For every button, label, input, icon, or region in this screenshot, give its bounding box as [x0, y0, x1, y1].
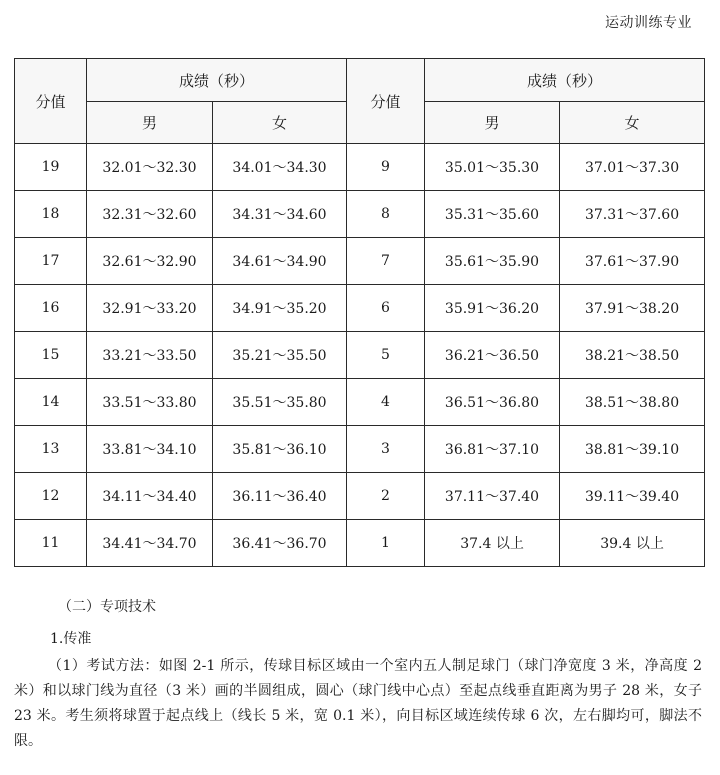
left-male-cell: 32.61～32.90: [87, 238, 213, 285]
table-row: [15, 426, 705, 473]
right-score-cell: 1: [347, 520, 425, 567]
right-female-cell: 38.21～38.50: [560, 332, 705, 379]
right-male-cell: 36.81～37.10: [425, 426, 560, 473]
left-male-cell: 32.91～33.20: [87, 285, 213, 332]
left-score-cell: 11: [15, 520, 87, 567]
right-male-cell: 35.31～35.60: [425, 191, 560, 238]
left-score-cell: 12: [15, 473, 87, 520]
score-table: [14, 58, 705, 567]
left-male-cell: 32.31～32.60: [87, 191, 213, 238]
left-female-cell: 34.01～34.30: [213, 144, 347, 191]
left-female-cell: 35.81～36.10: [213, 426, 347, 473]
table-row: [15, 473, 705, 520]
left-female-cell: 34.31～34.60: [213, 191, 347, 238]
left-female-cell: 34.91～35.20: [213, 285, 347, 332]
page-header-subject: 运动训练专业: [605, 15, 692, 31]
left-female-cell: 36.11～36.40: [213, 473, 347, 520]
right-score-cell: 3: [347, 426, 425, 473]
left-score-cell: 14: [15, 379, 87, 426]
right-male-cell: 35.91～36.20: [425, 285, 560, 332]
result-header-right: 成绩（秒）: [425, 59, 705, 102]
right-score-cell: 2: [347, 473, 425, 520]
right-male-cell: 35.01～35.30: [425, 144, 560, 191]
table-row: [15, 520, 705, 567]
right-female-cell: 37.31～37.60: [560, 191, 705, 238]
left-score-cell: 18: [15, 191, 87, 238]
right-female-cell: 38.81～39.10: [560, 426, 705, 473]
subsection-title: 1.传准: [50, 631, 92, 647]
right-male-cell: 35.61～35.90: [425, 238, 560, 285]
right-female-cell: 37.61～37.90: [560, 238, 705, 285]
section-title: （二）专项技术: [58, 599, 156, 615]
right-male-cell: 36.21～36.50: [425, 332, 560, 379]
left-male-cell: 33.21～33.50: [87, 332, 213, 379]
left-score-cell: 16: [15, 285, 87, 332]
table-row: [15, 144, 705, 191]
right-score-cell: 4: [347, 379, 425, 426]
right-female-cell: 37.91～38.20: [560, 285, 705, 332]
score-header-left: 分值: [15, 59, 87, 144]
right-score-cell: 9: [347, 144, 425, 191]
left-score-cell: 15: [15, 332, 87, 379]
right-score-cell: 6: [347, 285, 425, 332]
table-row: [15, 238, 705, 285]
result-header-left: 成绩（秒）: [87, 59, 347, 102]
left-male-cell: 34.11～34.40: [87, 473, 213, 520]
right-male-cell: 37.11～37.40: [425, 473, 560, 520]
right-female-cell: 37.01～37.30: [560, 144, 705, 191]
left-score-cell: 19: [15, 144, 87, 191]
male-header-right: 男: [425, 102, 560, 144]
right-female-cell: 39.11～39.40: [560, 473, 705, 520]
score-header-right: 分值: [347, 59, 425, 144]
left-female-cell: 35.51～35.80: [213, 379, 347, 426]
score-table-body: [15, 144, 705, 567]
table-row: [15, 332, 705, 379]
table-row: [15, 285, 705, 332]
right-female-cell: 39.4 以上: [560, 520, 705, 567]
right-male-cell: 36.51～36.80: [425, 379, 560, 426]
left-female-cell: 36.41～36.70: [213, 520, 347, 567]
female-header-right: 女: [560, 102, 705, 144]
right-male-cell: 37.4 以上: [425, 520, 560, 567]
right-score-cell: 8: [347, 191, 425, 238]
left-male-cell: 33.51～33.80: [87, 379, 213, 426]
right-female-cell: 38.51～38.80: [560, 379, 705, 426]
right-score-cell: 7: [347, 238, 425, 285]
left-male-cell: 33.81～34.10: [87, 426, 213, 473]
left-female-cell: 35.21～35.50: [213, 332, 347, 379]
exam-method-paragraph: （1）考试方法：如图 2-1 所示，传球目标区域由一个室内五人制足球门（球门净宽度 3 米，净高度 2 米）和以球门线为直径（3 米）画的半圆组成，圆心（球门线中心点）至起点线垂直距离为男子 28 米，女子 23 米。考生须将球置于起点线上（线长 5 米，宽 0.1 米），向目标区域连续传球 6 次，左右脚均可，脚法不限。: [14, 658, 702, 749]
left-male-cell: 34.41～34.70: [87, 520, 213, 567]
left-score-cell: 13: [15, 426, 87, 473]
male-header-left: 男: [87, 102, 213, 144]
left-female-cell: 34.61～34.90: [213, 238, 347, 285]
table-row: [15, 379, 705, 426]
female-header-left: 女: [213, 102, 347, 144]
right-score-cell: 5: [347, 332, 425, 379]
table-row: [15, 191, 705, 238]
left-male-cell: 32.01～32.30: [87, 144, 213, 191]
left-score-cell: 17: [15, 238, 87, 285]
